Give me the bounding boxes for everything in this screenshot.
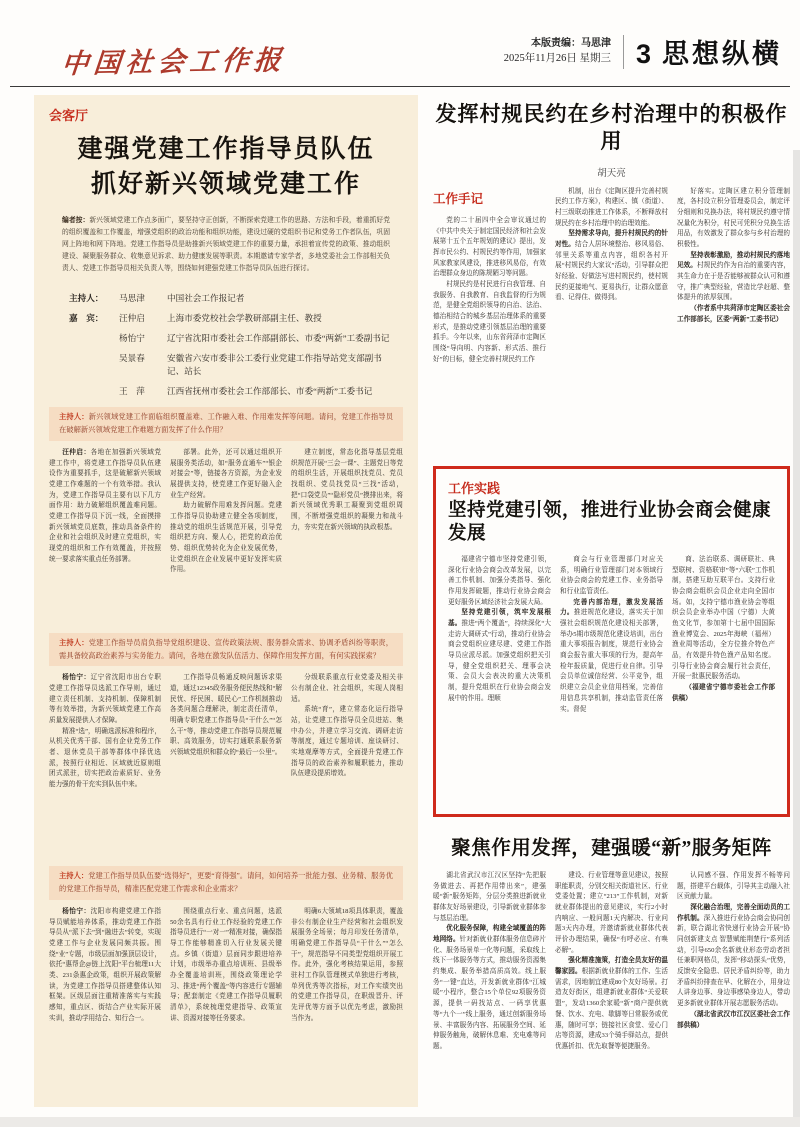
- guest-row: [69, 312, 399, 325]
- text-column: 杨怡宁：辽宁省沈阳市出台专职党建工作指导员选派工作导则，通过建立责任机制、支持机制、保障机制等有效举措，为新兴领域党建工作高质量发展提供人才保障。 精准“选”，明确选派标准和程序，从机关优秀干部、国有企业党务工作者、退休党员干部等群体中择优选派，按照行业相近、区域就近原则组团式派驻，切实把政治素质好、业务能力强的骨干充实到队伍中来。: [49, 674, 161, 789]
- text-column: 分级联系重点行业党委及相关非公有制企业、社会组织，实现人岗相适。 系统“育”，建立常态化运行指导站，让党建工作指导员全员进站、集中办公，并建立学习交流、调研走访等制度，通过专题培训、座谈研讨、实地观摩等方式，全面提升党建工作指导员的政治素养和履职能力，推动队伍建设提质增效。: [291, 674, 403, 778]
- text-column: 福建省宁德市坚持党建引领，深化行业协会商会改革发展，以完善工作机制、加强分类指导、强化作用发挥破题，推动行业协会商会更好服务区域经济社会发展大局。 坚持党建引领，筑牢发展根基。推进“两个覆盖”，持续深化“大走访大调研式”行动，推动行业协会商会党组织应建尽建、党建工作指导员应派尽派。加强党组织把关引导，健全党组织把关、理事会决策、会员大会表决的重大决策机制，提升党组织在行业协会商会发展中的作用。理顺: [448, 556, 551, 702]
- editor-line: 本版责编：马思津: [530, 38, 611, 50]
- interview-article-box: [34, 95, 418, 1107]
- tag-gongzuoshijian: 工作实践: [448, 480, 501, 496]
- newspaper-logo: 中国社会工作报: [60, 45, 288, 79]
- guest-label: 嘉 宾：: [69, 313, 104, 324]
- guest-desc: 上海市委党校社会学教研部副主任、教授: [167, 313, 322, 324]
- text-column: [433, 187, 546, 456]
- text-column: 建立制度，常态化指导基层党组织规范开展“三会一课”、主题党日等党的组织生活，开展组织找党员、党员找组织、党员找党员“三找”活动，把“口袋党员”“隐形党员”摸排出来，将新兴领域优秀职工凝聚到党组织周围，不断增强党组织的凝聚力和战斗力，夯实党在新兴领域的执政根基。: [291, 448, 403, 531]
- tag-huiketing: 会客厅: [49, 108, 89, 123]
- right-column: [433, 95, 790, 1127]
- editor-note-label: 编者按：: [62, 217, 90, 224]
- notes-article-title: 发挥村规民约在乡村治理中的积极作用: [435, 102, 788, 154]
- host-label: 主持人：: [69, 293, 104, 304]
- text-column: 工作指导员畅通反映问题诉求渠道，通过12345政务服务便民热线和“解民忧、纾民困、暖民心”工作机制推动各类问题合理解决，制定责任清单，明确专职党建工作指导员“干什么”“怎么干”等，推动党建工作指导员规范履职、高效服务，切实打通联系服务新兴领域党组织和群众的“最后一公里”。: [170, 674, 282, 757]
- guest-name: 汪仲启: [119, 313, 145, 324]
- text-column: 机制，出台《定陶区提升完善村规民约工作方案》，构建区、镇（街道）、村三级联动推进工作体系，不断释放村规民约在乡村治理中的治理效能。 坚持需求导向，提升村规民约的针对性。结合人居环境整治、移风易俗、邻里关系等重点内容，组织各村开展“村规民约大家议”活动，引导群众把好经验、好做法写进村规民约，使村规民约更接地气、更易执行，让群众愿意看、记得住、做得到。: [555, 187, 668, 302]
- header-right: [504, 32, 782, 71]
- header-meta: [504, 36, 611, 67]
- question-text: 新兴领域党建工作面临组织覆盖难、工作融入难、作用难发挥等问题。请问，党建工作指导员在破解新兴领域党建工作难题方面发挥了什么作用？: [59, 412, 393, 435]
- practice-title: 坚持党建引领，推进行业协会商会健康发展: [448, 500, 772, 544]
- question-text: 党建工作指导员肩负指导党组织建设、宣传政策法规、服务群众需求、协调矛盾纠纷等职责，需具备较高政治素养与实务能力。请问，各地在激发队伍活力、保障作用发挥方面，有何实践探索？: [59, 637, 393, 660]
- answer-1-columns: [49, 448, 403, 624]
- editor-note: [62, 215, 390, 275]
- answer-3-columns: [49, 907, 403, 1107]
- text-column: 围绕重点行业、重点问题，选派50余名具有行业工作经验的党建工作指导员进行“一对一”精准对接，确保指导工作能够精准切入行业发展关键点。乡镇（街道）层面同步跟进培养计划，市级举办重点培训班、县级举办全覆盖培训班，围绕政策理论学习、推进“两个覆盖”等内容进行专题辅导；配套制定《党建工作指导员履职清单》，系统梳理党建指导、政策宣讲、资源对接等任务要求。: [170, 907, 282, 1022]
- practice-columns: [448, 555, 775, 803]
- tag-gongzuoshouji: 工作手记: [433, 191, 484, 206]
- question-label: 主持人：: [59, 637, 89, 647]
- question-text: 党建工作指导员队伍要“选得好”，更要“育得强”。请问，如何培养一批能力强、业务精、服务优的党建工作指导员，精准匹配党建工作需求和企业需求？: [59, 871, 394, 894]
- text-column: 商、法治联系、调研联社、典型联树、资格联审”等“六联”工作机制，搭建互助互联平台。支持行业协会商会组织会员企业走向全国市场。如，支持宁德市渔业协会等组织会员企业举办中国（宁德）大黄鱼文化节，参加第十七届中国国际渔业博览会、2025年海峡（福州）渔业周等活动，全方位推介特色产品，有效提升特色渔产品知名度。引导行业协会商会履行社会责任，开展一批惠民服务活动。 （福建省宁德市委社会工作部供稿）: [672, 556, 775, 702]
- guest-name: 杨怡宁: [119, 333, 145, 344]
- section-title: [636, 32, 782, 71]
- text-column: 好落实。定陶区建立积分管理制度，各村设立积分管理委员会，制定评分细则和兑换办法，将村规民约遵守情况量化为积分，村民可凭积分兑换生活用品，有效激发了群众参与乡村治理的积极性。 坚持表彰激励，推动村规民约落地见效。村规民约作为自治的重要内容，其生命力在于是否能够被群众认可和遵守，推广典型经验，营造比学赶超、整体提升的浓厚氛围。 （作者系中共菏泽市定陶区委社会工作部部长，区委“两新”工委书记）: [677, 187, 790, 323]
- text-column: 明确6大领域18项具体职责，覆盖非公有制企业生产经营和社会组织发展服务全场景；每月印发任务清单，明确党建工作指导员“干什么”“怎么干”，规范指导不同类型党组织开展工作。此外，强化考核结果运用，参照驻村工作队管理模式单独进行考核，单列优秀等次指标，对工作实绩突出的党建工作指导员，在职级晋升、评先评优等方面予以优先考虑，激励担当作为。: [291, 907, 403, 1022]
- text-column: 建设、行业管理等意见建议，按照职能职责，分别交相关街道社区、行业党委处置；建立“213”工作机制，对新就业群体提出的意见建议，实行2小时内响应、一般问题1天内解决、行业问题3天内办理，并邀请新就业群体代表评价办理结果，确保“有呼必应、有唤必解”。 强化精准施策，打造全员友好的温馨家园。根据新就业群体的工作、生活需求，因地制宜建成80个友好场景。打造友好街区，组建新就业群体“关爱联盟”，发动1360余家暖“新”商户提供就餐、饮水、充电、歇脚等日常服务或优惠，随时可享；链接社区食堂、爱心门店等资源，建成33个骑手驿站点，提供优惠折扣、优先取餐等便捷服务。: [555, 872, 668, 1050]
- matrix-title: 聚焦作用发挥，建强暖“新”服务矩阵: [451, 838, 772, 860]
- text-column: 商会与行业管理部门对应关系，明确行业管理部门对本领域行业协会商会的党建工作、业务指导和行业监管责任。 完善内部治理，激发发展活力。推进规范化建设，落实关于加强社会组织规范化建设相关部署，举办5期市级规范化建设培训，出台重大事项报告制度，规范行业协会商会报告重大事项的行为，提高年检年报质量，促进行业自律。引导会员单位诚信经营、公平竞争，组织建立会员企业信用档案，完善信用信息共享机制，推动监管责任落实。督促: [560, 556, 663, 713]
- host-desc: 中国社会工作报记者: [167, 293, 245, 304]
- text-column: 部署。此外，还可以通过组织开展服务类活动，如“服务直通车”“银企对接会”等，链接各方资源，为企业发展提供支持，使党建工作更好融入企业生产经营。 助力破解作用难发挥问题。党建工作指导员协助建立健全各项制度，推动党的组织生活规范开展，引导党组织把方向、聚人心，把党的政治优势、组织优势转化为企业发展优势，让党组织在企业发展中更好发挥实质作用。: [170, 448, 282, 574]
- scan-edge-bottom: [0, 1117, 800, 1127]
- page-header: [10, 0, 790, 87]
- notes-columns: [433, 187, 790, 456]
- guest-desc: 辽宁省沈阳市委社会工作部副部长、市委“两新”工委副书记: [167, 333, 390, 344]
- answer-2-columns: [49, 673, 403, 857]
- notes-author: 胡天亮: [597, 168, 626, 179]
- guest-desc: 江西省抚州市委社会工作部部长、市委“两新”工委书记: [167, 386, 373, 397]
- matrix-columns: [433, 871, 790, 1127]
- page-number: 3: [635, 39, 654, 69]
- host-name: 马思津: [119, 293, 145, 304]
- guest-row: [69, 352, 399, 379]
- guest-row: [69, 385, 399, 398]
- interview-title-line2: 抓好新兴领域党建工作: [90, 171, 361, 198]
- text-column: 认同感不强、作用发挥不畅等问题，搭建平台载体，引导其主动融入社区贡献力量。 深化融合治理，完善全面动员的工作机制。深入推进行业协会商会协同创新，联合湖北省快递行业协会开展“协同创新建支点 智慧赋能荆楚行”系列活动，引导650余名新就业形态劳动者担任兼职网格员，发挥“移动探头”优势，反馈安全隐患、居民矛盾纠纷等，助力矛盾纠纷排查在早、化解在小，用身边人讲身边事、身边事感染身边人，带动更多新就业群体开展志愿服务活动。 （湖北省武汉市江汉区委社会工作部供稿）: [677, 872, 790, 1029]
- guest-row: [69, 332, 399, 345]
- date-line: 2025年11月26日 星期三: [503, 53, 611, 65]
- question-label: 主持人：: [59, 412, 89, 422]
- guest-desc: 安徽省六安市委非公工委行业党建工作指导站党支部副书记、站长: [167, 352, 382, 377]
- question-label: 主持人：: [59, 871, 89, 881]
- notes-col1-text: 党的二十届四中全会审议通过的《中共中央关于制定国民经济和社会发展第十五个五年规划的建议》提出，发挥市民公约、村规民约等作用，加强家风家教家风建设，推进移风易俗，有效治理群众身边的陈规陋习等问题。 村规民约是村民进行自我管理、自我服务、自我教育、自我监督的行为规范，是健全党组织领导的自治、法治、德治相结合的城乡基层治理体系的重要形式，是推动党建引领基层治理的重要抓手。今年以来，山东省菏泽市定陶区围绕“导向明、内容新、形式活、推行好”的目标，健全完善村规民约工作: [433, 216, 546, 363]
- section-name: 思想纵横: [662, 39, 782, 69]
- guest-name: 吴景春: [119, 352, 145, 363]
- host-row: [69, 292, 399, 305]
- text-column: 汪仲启：各地在加强新兴领域党建工作中，将党建工作指导员队伍建设作为重要抓手，这是破解新兴领域党建工作难题的一个有效举措。我认为，党建工作指导员主要有以下几方面作用：助力破解组织覆盖难问题。党建工作指导员下沉一线，全面摸排新兴领域党员底数，推动具备条件的企业和社会组织及时建立党组织，实现党的组织和工作有效覆盖，并按照统一要求落实重点任务部署。: [49, 448, 161, 563]
- editor-note-text: 新兴领域党建工作点多面广，要坚持守正创新，不断探索党建工作的思路、方法和手段，着重抓好党的组织覆盖和工作覆盖，增强党组织的政治功能和组织功能，建设过硬的党组织书记和党务工作者队伍，巩固网上阵地和网下阵地。党建工作指导员是助推新兴领域党建工作的重要力量，承担着宣传党的政策、推动组织建设、凝聚服务群众、收集意见诉求、助力健康发展等职责。本期邀请专家学者，多地党委社会工作部相关负责人、党建工作指导员相关负责人等，围绕如何建强党建工作指导员队伍进行探讨。: [62, 217, 391, 273]
- interview-title: [49, 132, 403, 202]
- question-bar-3: [49, 866, 403, 900]
- scan-edge-right: [793, 150, 800, 1127]
- guest-name: 王 萍: [119, 386, 145, 397]
- practice-article-box: [433, 466, 790, 817]
- participants-list: [69, 292, 399, 398]
- question-bar-1: [49, 407, 403, 441]
- header-divider: [623, 35, 624, 69]
- interview-title-line1: 建强党建工作指导员队伍: [77, 136, 375, 163]
- text-column: 湖北省武汉市江汉区坚持“先把服务做进去、再把作用带出来”，建强暖“新”服务矩阵，分层分类推进新就业群体友好场景建设，引导新就业群体参与基层治理。 优化服务保障，构建全域覆盖的阵地网络。针对新就业群体服务信息碎片化、服务场景单一化等问题，采取线上线下一体服务等方式，推动服务资源集约集成、服务举措高质高效。线上服务“一键”直达，开发新就业群体“江城暖”小程序，整合15个单位92项服务资源，提供一码找站点、一码享优惠等“九个一”线上服务，通过创新服务场景、丰富服务内容、拓展服务空间、延伸服务触角，破解休息难、充电难等问题。: [433, 872, 546, 1050]
- question-bar-2: [49, 633, 403, 667]
- page-content: [0, 87, 800, 1127]
- text-column: 杨怡宁：沈阳市构建党建工作指导员赋能培养体系，推动党建工作指导员从“派下去”到“融进去”转变，实现党建工作与企业发展同频共振。围绕“业”专题，市级层面加强顶层设计，依托“惠帮企@链上沈阳”平台梳理11大类、231条惠企政策，组织开展政策解读，为党建工作指导员搭建整体认知框架。区级层面注重精准落实与实践感知，重点区、街结合产业实际开展实训，推动学用结合、知行合一。: [49, 907, 161, 1022]
